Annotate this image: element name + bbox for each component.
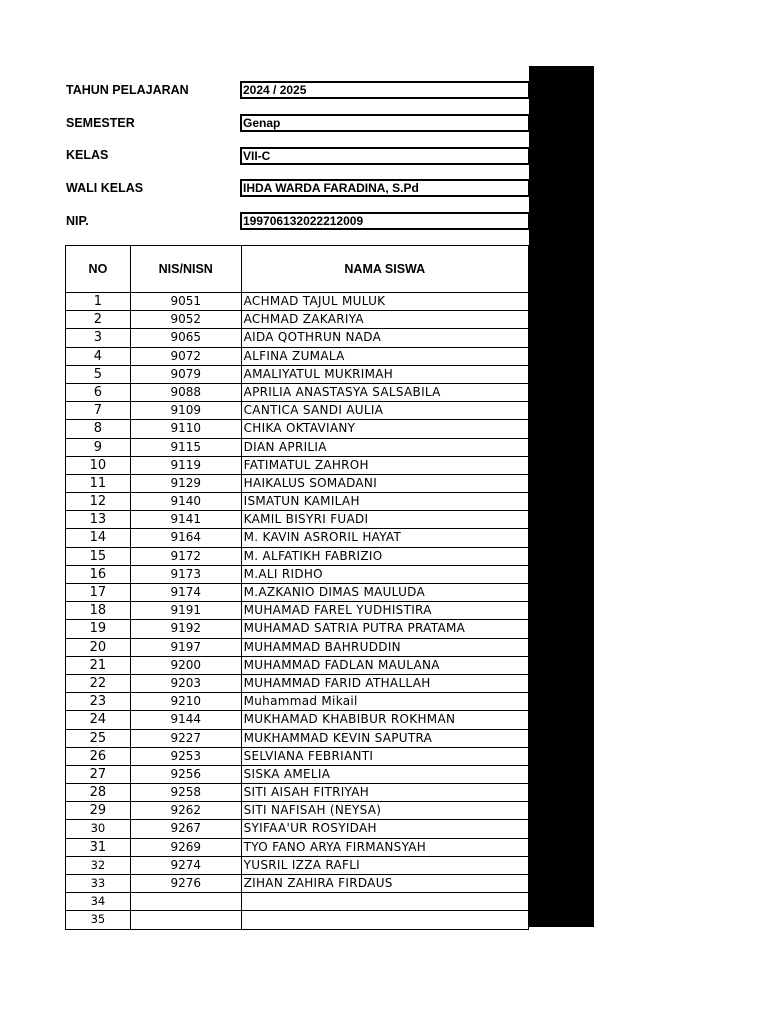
table-body <box>66 293 529 930</box>
table-row[interactable] <box>66 711 529 729</box>
cell-name[interactable]: ISMATUN KAMILAH <box>242 493 529 510</box>
cell-nis[interactable]: 9079 <box>131 366 242 383</box>
table-row[interactable] <box>66 602 529 620</box>
cell-nis[interactable]: 9276 <box>131 875 242 892</box>
cell-name[interactable]: MUHAMMAD FARID ATHALLAH <box>242 675 529 692</box>
cell-name[interactable]: APRILIA ANASTASYA SALSABILA <box>242 384 529 401</box>
cell-name[interactable]: MUHAMAD FAREL YUDHISTIRA <box>242 602 529 619</box>
cell-no[interactable]: 26 <box>66 748 131 765</box>
cell-no[interactable]: 24 <box>66 711 131 728</box>
nip-label: NIP. <box>66 214 89 228</box>
cell-no[interactable]: 30 <box>66 820 131 837</box>
table-row[interactable] <box>66 475 529 493</box>
cell-no[interactable]: 16 <box>66 566 131 583</box>
table-row[interactable] <box>66 348 529 366</box>
cell-nis[interactable]: 9129 <box>131 475 242 492</box>
table-row[interactable] <box>66 802 529 820</box>
cell-nis[interactable]: 9088 <box>131 384 242 401</box>
wali-kelas-label: WALI KELAS <box>66 181 144 195</box>
cell-no[interactable]: 10 <box>66 457 131 474</box>
cell-nis[interactable]: 9072 <box>131 348 242 365</box>
cell-nis[interactable]: 9203 <box>131 675 242 692</box>
cell-nis[interactable]: 9141 <box>131 511 242 528</box>
table-row[interactable] <box>66 620 529 638</box>
cell-name[interactable]: YUSRIL IZZA RAFLI <box>242 857 529 874</box>
table-row[interactable] <box>66 366 529 384</box>
table-row[interactable] <box>66 529 529 547</box>
table-row[interactable] <box>66 384 529 402</box>
table-row[interactable] <box>66 839 529 857</box>
cell-no[interactable]: 34 <box>66 893 131 910</box>
table-row[interactable] <box>66 402 529 420</box>
cell-name[interactable]: AIDA QOTHRUN NADA <box>242 329 529 346</box>
cell-no[interactable]: 28 <box>66 784 131 801</box>
cell-name[interactable]: ZIHAN ZAHIRA FIRDAUS <box>242 875 529 892</box>
table-row[interactable] <box>66 730 529 748</box>
table-row[interactable] <box>66 784 529 802</box>
table-row[interactable] <box>66 584 529 602</box>
cell-name[interactable]: CANTICA SANDI AULIA <box>242 402 529 419</box>
cell-nis[interactable]: 9119 <box>131 457 242 474</box>
cell-nis[interactable]: 9267 <box>131 820 242 837</box>
table-row[interactable] <box>66 639 529 657</box>
cell-nis[interactable]: 9052 <box>131 311 242 328</box>
cell-no[interactable]: 6 <box>66 384 131 401</box>
cell-name[interactable]: M. ALFATIKH FABRIZIO <box>242 548 529 565</box>
cell-nis[interactable]: 9164 <box>131 529 242 546</box>
cell-nis[interactable]: 9144 <box>131 711 242 728</box>
black-column-band <box>529 66 594 927</box>
cell-nis[interactable]: 9172 <box>131 548 242 565</box>
cell-nis[interactable]: 9200 <box>131 657 242 674</box>
cell-nis[interactable]: 9191 <box>131 602 242 619</box>
table-row[interactable] <box>66 566 529 584</box>
cell-name[interactable]: SISKA AMELIA <box>242 766 529 783</box>
cell-nis[interactable]: 9051 <box>131 293 242 310</box>
cell-no[interactable]: 33 <box>66 875 131 892</box>
wali-kelas-field[interactable]: IHDA WARDA FARADINA, S.Pd <box>240 179 530 197</box>
cell-nis[interactable]: 9227 <box>131 730 242 747</box>
header-no: NO <box>66 246 131 292</box>
cell-no[interactable]: 11 <box>66 475 131 492</box>
cell-no[interactable]: 3 <box>66 329 131 346</box>
cell-name[interactable]: SYIFAA'UR ROSYIDAH <box>242 820 529 837</box>
cell-no[interactable]: 7 <box>66 402 131 419</box>
cell-no[interactable]: 19 <box>66 620 131 637</box>
table-row[interactable] <box>66 511 529 529</box>
cell-no[interactable]: 35 <box>66 911 131 928</box>
cell-no[interactable]: 21 <box>66 657 131 674</box>
cell-nis[interactable]: 9262 <box>131 802 242 819</box>
cell-name[interactable]: MUHAMMAD BAHRUDDIN <box>242 639 529 656</box>
table-row[interactable] <box>66 693 529 711</box>
cell-no[interactable]: 8 <box>66 420 131 437</box>
cell-nis[interactable]: 9210 <box>131 693 242 710</box>
cell-no[interactable]: 31 <box>66 839 131 856</box>
table-row[interactable] <box>66 748 529 766</box>
cell-name[interactable]: AMALIYATUL MUKRIMAH <box>242 366 529 383</box>
cell-name[interactable] <box>242 893 529 910</box>
table-row[interactable] <box>66 457 529 475</box>
cell-nis[interactable]: 9174 <box>131 584 242 601</box>
cell-no[interactable]: 4 <box>66 348 131 365</box>
nip-field[interactable]: 199706132022212009 <box>240 212 530 230</box>
cell-name[interactable]: MUHAMAD SATRIA PUTRA PRATAMA <box>242 620 529 637</box>
semester-label: SEMESTER <box>66 116 135 130</box>
cell-name[interactable]: MUKHAMAD KHABIBUR ROKHMAN <box>242 711 529 728</box>
cell-no[interactable]: 27 <box>66 766 131 783</box>
cell-name[interactable]: M.AZKANIO DIMAS MAULUDA <box>242 584 529 601</box>
cell-no[interactable]: 15 <box>66 548 131 565</box>
table-row[interactable] <box>66 820 529 838</box>
cell-no[interactable]: 9 <box>66 439 131 456</box>
table-row[interactable] <box>66 857 529 875</box>
cell-nis[interactable]: 9197 <box>131 639 242 656</box>
cell-name[interactable]: MUKHAMMAD KEVIN SAPUTRA <box>242 730 529 747</box>
cell-nis[interactable]: 9256 <box>131 766 242 783</box>
cell-nis[interactable]: 9065 <box>131 329 242 346</box>
cell-name[interactable]: CHIKA OKTAVIANY <box>242 420 529 437</box>
cell-no[interactable]: 29 <box>66 802 131 819</box>
cell-name[interactable]: Muhammad Mikail <box>242 693 529 710</box>
table-row[interactable] <box>66 439 529 457</box>
cell-no[interactable]: 2 <box>66 311 131 328</box>
cell-no[interactable]: 20 <box>66 639 131 656</box>
cell-name[interactable]: KAMIL BISYRI FUADI <box>242 511 529 528</box>
cell-name[interactable]: DIAN APRILIA <box>242 439 529 456</box>
cell-name[interactable]: SITI NAFISAH (NEYSA) <box>242 802 529 819</box>
cell-name[interactable]: ACHMAD TAJUL MULUK <box>242 293 529 310</box>
cell-no[interactable]: 12 <box>66 493 131 510</box>
cell-no[interactable]: 25 <box>66 730 131 747</box>
table-row[interactable] <box>66 675 529 693</box>
cell-nis[interactable]: 9140 <box>131 493 242 510</box>
cell-name[interactable]: ACHMAD ZAKARIYA <box>242 311 529 328</box>
cell-nis[interactable]: 9115 <box>131 439 242 456</box>
cell-no[interactable]: 17 <box>66 584 131 601</box>
table-row[interactable] <box>66 293 529 311</box>
table-row[interactable] <box>66 766 529 784</box>
cell-nis[interactable]: 9110 <box>131 420 242 437</box>
header-name: NAMA SISWA <box>242 246 529 292</box>
cell-nis[interactable] <box>131 893 242 910</box>
cell-nis[interactable]: 9109 <box>131 402 242 419</box>
cell-no[interactable]: 23 <box>66 693 131 710</box>
cell-name[interactable]: MUHAMMAD FADLAN MAULANA <box>242 657 529 674</box>
table-row[interactable] <box>66 875 529 893</box>
cell-nis[interactable]: 9173 <box>131 566 242 583</box>
cell-nis[interactable]: 9258 <box>131 784 242 801</box>
table-row[interactable] <box>66 311 529 329</box>
student-table <box>65 245 529 930</box>
cell-no[interactable]: 14 <box>66 529 131 546</box>
cell-name[interactable] <box>242 911 529 928</box>
cell-name[interactable]: FATIMATUL ZAHROH <box>242 457 529 474</box>
cell-name[interactable]: SELVIANA FEBRIANTI <box>242 748 529 765</box>
cell-name[interactable]: HAIKALUS SOMADANI <box>242 475 529 492</box>
cell-name[interactable]: M.ALI RIDHO <box>242 566 529 583</box>
kelas-label: KELAS <box>66 148 109 162</box>
cell-nis[interactable]: 9192 <box>131 620 242 637</box>
table-row[interactable] <box>66 420 529 438</box>
tahun-pelajaran-field[interactable]: 2024 / 2025 <box>240 81 530 99</box>
cell-name[interactable]: M. KAVIN ASRORIL HAYAT <box>242 529 529 546</box>
table-row[interactable] <box>66 493 529 511</box>
tahun-pelajaran-label: TAHUN PELAJARAN <box>66 83 189 97</box>
cell-name[interactable]: TYO FANO ARYA FIRMANSYAH <box>242 839 529 856</box>
cell-name[interactable]: SITI AISAH FITRIYAH <box>242 784 529 801</box>
cell-nis[interactable] <box>131 911 242 928</box>
cell-no[interactable]: 22 <box>66 675 131 692</box>
cell-nis[interactable]: 9253 <box>131 748 242 765</box>
table-header <box>66 246 529 293</box>
kelas-field[interactable]: VII-C <box>240 147 530 165</box>
cell-no[interactable]: 1 <box>66 293 131 310</box>
cell-no[interactable]: 32 <box>66 857 131 874</box>
table-row[interactable] <box>66 893 529 911</box>
cell-no[interactable]: 13 <box>66 511 131 528</box>
cell-name[interactable]: ALFINA ZUMALA <box>242 348 529 365</box>
table-row[interactable] <box>66 657 529 675</box>
cell-nis[interactable]: 9274 <box>131 857 242 874</box>
cell-nis[interactable]: 9269 <box>131 839 242 856</box>
table-row[interactable] <box>66 329 529 347</box>
table-row[interactable] <box>66 548 529 566</box>
table-row[interactable] <box>66 911 529 929</box>
cell-no[interactable]: 5 <box>66 366 131 383</box>
header-nis: NIS/NISN <box>131 246 242 292</box>
semester-field[interactable]: Genap <box>240 114 530 132</box>
cell-no[interactable]: 18 <box>66 602 131 619</box>
